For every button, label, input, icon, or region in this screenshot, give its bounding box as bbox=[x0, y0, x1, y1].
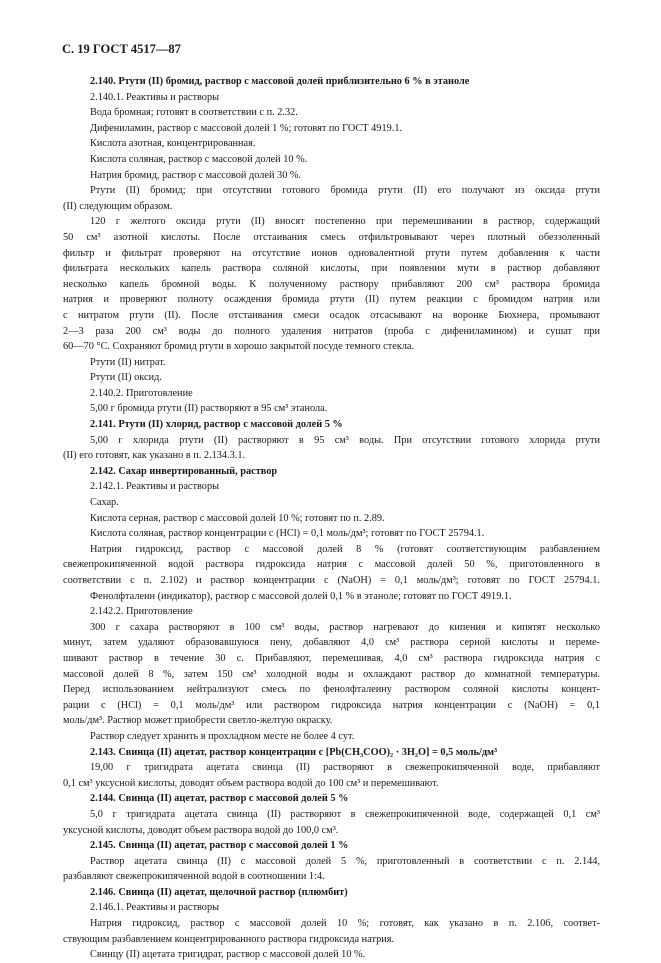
text-line: разбавляют свежепрокипяченной водой в соотношении 1:4. bbox=[63, 871, 325, 883]
section-heading: 2.145. Свинца (II) ацетат, раствор с массовой долей 1 % bbox=[90, 840, 349, 852]
text-line: 2.140.2. Приготовление bbox=[90, 387, 193, 399]
page-header: С. 19 ГОСТ 4517—87 bbox=[62, 42, 181, 56]
text-line: фильтр и фильтрат проверяют на отсутствие ионов одновалентной ртути путем добавления к части bbox=[63, 247, 600, 259]
text-line: Фенолфталеин (индикатор), раствор с массовой долей 0,1 % в этаноле; готовят по ГОСТ 4919.1. bbox=[90, 590, 512, 602]
text-line: Вода бромная; готовят в соответствии с п. 2.32. bbox=[90, 107, 298, 119]
text-line: 300 г сахара растворяют в 100 см³ воды, раствор нагревают до кипения и кипятят несколько bbox=[90, 621, 600, 633]
text-line: (II) следующим образом. bbox=[63, 200, 173, 212]
text-line: свежепрокипяченной водой раствора гидроксида натрия с массовой долей 50 %, приготовленного в bbox=[63, 559, 600, 571]
text-line: несколько капель бромной воды. К полученному раствору прибавляют 200 см³ раствора бромида bbox=[63, 278, 600, 290]
text-line: рации с (HCl) = 0,1 моль/дм³ или раствором гидроксида натрия концентрации с (NaOH) = 0,1 bbox=[63, 699, 600, 711]
text-line: Свинцу (II) ацетата тригидрат, раствор с массовой долей 10 %. bbox=[90, 949, 366, 961]
text-line: 5,00 г бромида ртути (II) растворяют в 95 см³ этанола. bbox=[90, 403, 328, 415]
text-line: Натрия гидроксид, раствор с массовой долей 8 % (готовят соответствующим разбавлением bbox=[90, 543, 600, 555]
text-line: минут, затем удаляют образовавшуюся пену, добавляют 4,0 см³ раствора серной кислоты и переме- bbox=[63, 637, 600, 649]
section-heading: 2.142. Сахар инвертированный, раствор bbox=[90, 465, 278, 477]
text-line: массовой долей 8 %, затем 150 см³ холодной воды и охлаждают раствор до комнатной температуры. bbox=[63, 668, 600, 680]
text-line: Раствор следует хранить в прохладном месте не более 4 сут. bbox=[90, 730, 355, 742]
text-line: шивают раствор в течение 30 с. Прибавляют, перемешивая, 4,0 см³ раствора гидроксида натрия с bbox=[63, 652, 600, 664]
text-line: 120 г желтого оксида ртути (II) вносят постепенно при перемешивании в раствор, содержащий bbox=[90, 216, 600, 228]
section-heading: 2.144. Свинца (II) ацетат, раствор с массовой долей 5 % bbox=[90, 793, 349, 805]
section-heading: 2.146. Свинца (II) ацетат, щелочной раствор (плюмбит) bbox=[90, 886, 348, 898]
text-line: Натрия гидроксид, раствор с массовой долей 10 %; готовят, как указано в п. 2.106, соответ- bbox=[90, 918, 600, 930]
text-line: 2.140.1. Реактивы и растворы bbox=[90, 91, 220, 103]
text-line: моль/дм³. Раствор может приобрести светло-желтую окраску. bbox=[63, 715, 333, 727]
section-heading: 2.140. Ртути (II) бромид, раствор с массовой долей приблизительно 6 % в этаноле bbox=[90, 76, 470, 87]
text-line: ствующим разбавлением концентрированного раствора гидроксида натрия. bbox=[63, 933, 395, 945]
text-line: Натрия бромид, раствор с массовой долей 30 %. bbox=[90, 169, 302, 181]
text-line: Сахар. bbox=[90, 497, 119, 509]
text-line: Перед использованием нейтрализуют смесь по фенолфталеину раствором соляной кислоты концент- bbox=[63, 684, 600, 696]
text-line: 2.142.1. Реактивы и растворы bbox=[90, 481, 220, 493]
text-line: соответствии с п. 2.102) и раствор концентрации с (NaOH) = 0,1 моль/дм³; готовят по ГОСТ 25794.1. bbox=[63, 575, 600, 586]
text-line: Кислота азотная, концентрированная. bbox=[90, 138, 256, 150]
text-line: Ртути (II) оксид. bbox=[90, 372, 162, 384]
text-line: 50 см³ азотной кислоты. После отстаивания смесь отфильтровывают через плотный обеззоленный bbox=[63, 231, 600, 243]
text-line: натрия и проверяют полноту осаждения бромида ртути (II) путем реакции с бромидом натрия или bbox=[63, 294, 600, 306]
text-line: уксусной кислоты, доводят объем раствора водой до 100,0 см³. bbox=[63, 824, 339, 836]
text-line: 0,1 см³ уксусной кислоты, доводят объем раствора водой до 100 см³ и перемешивают. bbox=[63, 777, 439, 789]
text-line: с нитратом ртути (II). После отстаивания смеси осадок отсасывают на воронке Бюхнера, промывают bbox=[63, 309, 600, 321]
text-line: Раствор ацетата свинца (II) с массовой долей 5 %, приготовленный в соответствии с п. 2.144, bbox=[90, 855, 600, 867]
text-line: 2.142.2. Приготовление bbox=[90, 606, 193, 618]
text-line: Кислота соляная, раствор концентрации с (HCl) = 0,1 моль/дм³; готовят по ГОСТ 25794.1. bbox=[90, 528, 485, 540]
text-line: Кислота серная, раствор с массовой долей 10 %; готовят по п. 2.89. bbox=[90, 512, 385, 524]
text-line: Ртути (II) бромид; при отсутствии готового бромида ртути (II) его получают из оксида ртути bbox=[90, 185, 600, 197]
text-line: (II) его готовят, как указано в п. 2.134.3.1. bbox=[63, 450, 246, 462]
text-line: фильтрата нескольких капель раствора соляной кислоты, при появлении мути в раствор добавляют bbox=[63, 263, 600, 275]
text-line: Ртути (II) нитрат. bbox=[90, 356, 166, 368]
document-body bbox=[63, 74, 600, 963]
text-line: 5,00 г хлорида ртути (II) растворяют в 95 см³ воды. При отсутствии готового хлорида ртути bbox=[90, 434, 600, 446]
text-line: 2—3 раза 200 см³ воды до полного удаления нитратов (проба с дифениламином) и сушат при bbox=[63, 325, 600, 337]
section-heading: 2.141. Ртути (II) хлорид, раствор с массовой долей 5 % bbox=[90, 419, 343, 431]
text-line: 19,00 г тригидрата ацетата свинца (II) растворяют в свежепрокипяченной воде, прибавляют bbox=[90, 762, 600, 774]
text-line: 60—70 °С. Сохраняют бромид ртути в хорошо закрытой посуде темного стекла. bbox=[63, 341, 415, 353]
text-line: Кислота соляная, раствор с массовой долей 10 %. bbox=[90, 153, 308, 165]
text-line: 2.146.1. Реактивы и растворы bbox=[90, 902, 220, 914]
section-heading: 2.143. Свинца (II) ацетат, раствор концентрации с [Pb(CH₃COO)₂ · 3H₂O] = 0,5 моль/дм³ bbox=[90, 746, 498, 758]
text-line: Дифениламин, раствор с массовой долей 1 %; готовят по ГОСТ 4919.1. bbox=[90, 122, 403, 134]
text-line: 5,0 г тригидрата ацетата свинца (II) растворяют в свежепрокипяченной воде, содержащей 0,1 см³ bbox=[90, 808, 600, 820]
